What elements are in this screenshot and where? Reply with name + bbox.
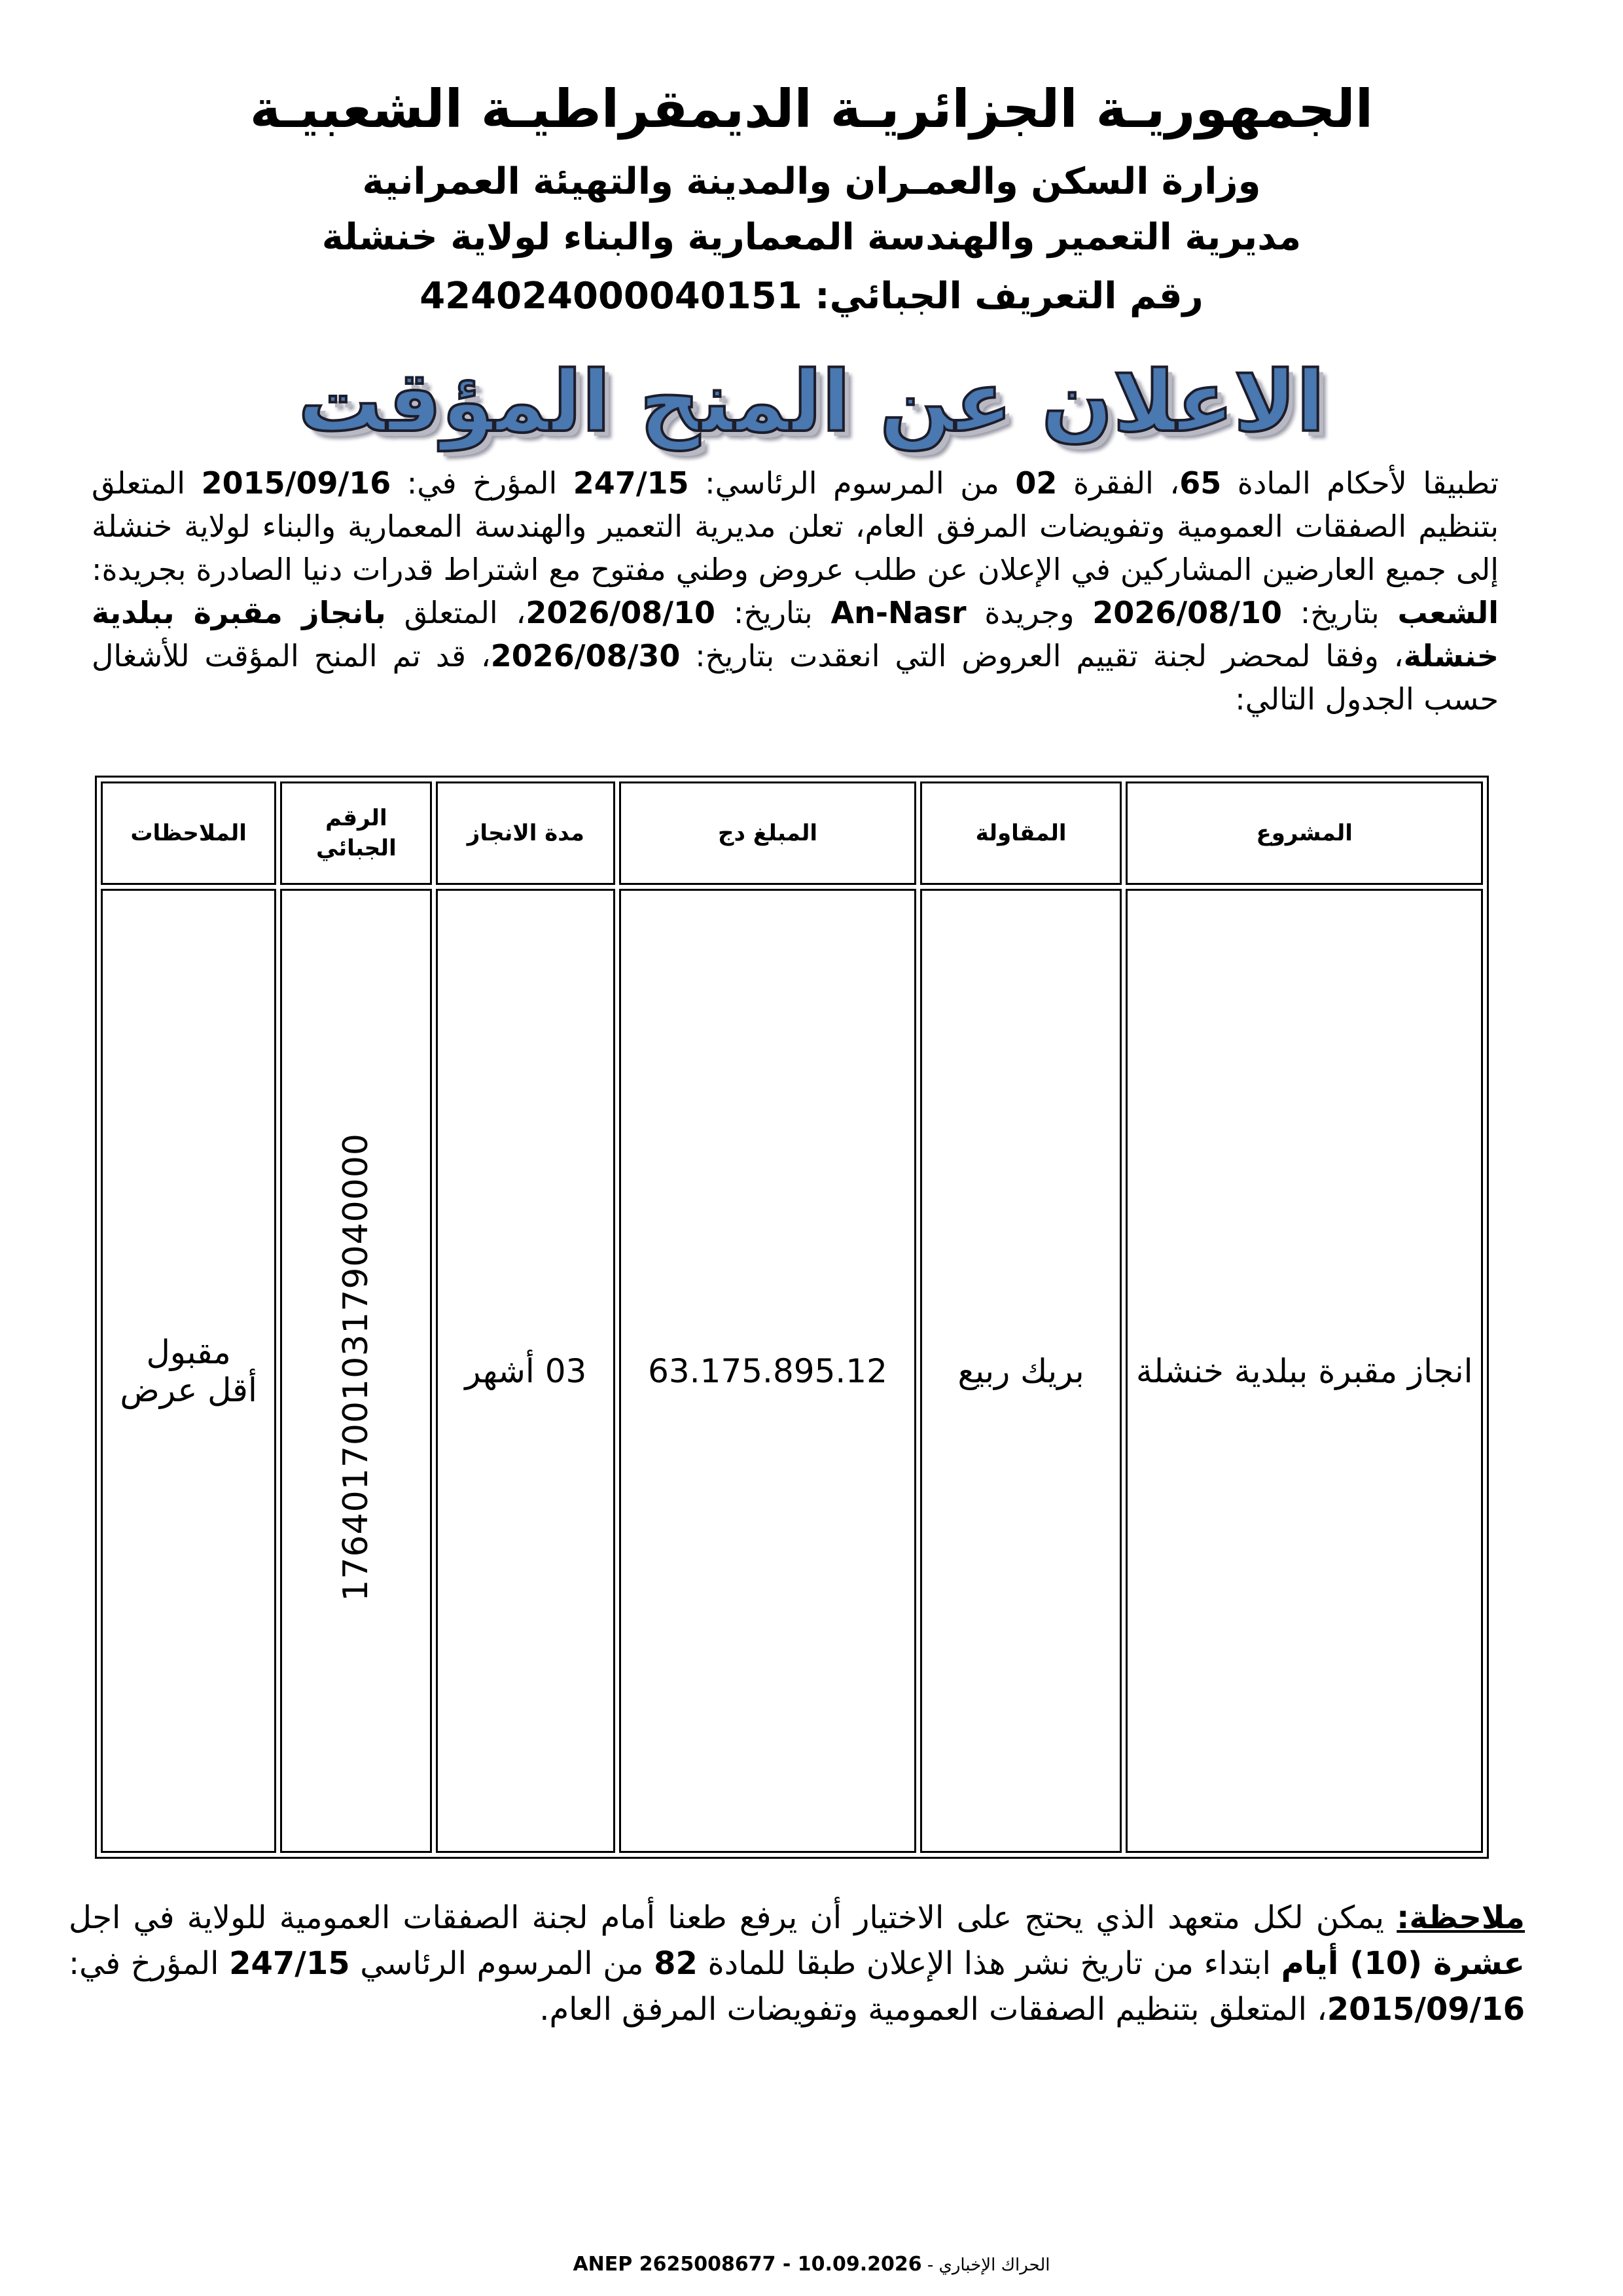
cell-contractor: بريك ربيع: [920, 889, 1122, 1853]
note-text: يمكن لكل متعهد الذي يحتج على الاختيار أن يرفع طعنا أمام لجنة الصفقات العمومية للولاية في اجل: [69, 1899, 1397, 1936]
header-remarks: الملاحظات: [101, 781, 276, 885]
note-text: ، المتعلق بتنظيم الصفقات العمومية وتفويضات المرفق العام.: [539, 1991, 1327, 2028]
newspaper-2: An-Nasr: [830, 595, 967, 630]
note-label: ملاحظة:: [1397, 1899, 1525, 1936]
cell-project: انجاز مقبرة ببلدية خنشلة: [1126, 889, 1483, 1853]
cell-amount: 63.175.895.12: [619, 889, 916, 1853]
intro-text: ، وفقا لمحضر لجنة تقييم العروض التي انعقدت بتاريخ:: [680, 638, 1404, 673]
cell-duration: 03 أشهر: [436, 889, 615, 1853]
intro-text: وجريدة: [966, 595, 1093, 630]
note-text: من المرسوم الرئاسي: [349, 1945, 654, 1982]
header-contractor: المقاولة: [920, 781, 1122, 885]
publication-date-1: 2026/08/10: [1092, 595, 1282, 630]
fiscal-id-label: رقم التعريف الجبائي:: [815, 275, 1204, 317]
intro-text: ، الفقرة: [1057, 465, 1180, 501]
intro-text: المؤرخ في:: [391, 465, 573, 501]
note-decree-date: 2015/09/16: [1327, 1991, 1525, 2028]
appeal-period: عشرة (10) أيام: [1281, 1945, 1525, 1982]
newspaper-1: الشعب: [1397, 595, 1499, 630]
intro-text: بتاريخ:: [1281, 595, 1398, 630]
footer: [0, 2253, 1623, 2276]
intro-paragraph: [92, 461, 1499, 721]
remark-lowest-offer: أقل عرض: [120, 1371, 257, 1409]
intro-text: ، المتعلق: [385, 595, 526, 630]
intro-text: بتاريخ:: [715, 595, 831, 630]
decree-date: 2015/09/16: [201, 465, 391, 501]
note-text: ابتداء من تاريخ نشر هذا الإعلان طبقا للمادة: [697, 1945, 1281, 1982]
table-header-row: [101, 781, 1483, 885]
footer-source: - الحراك الإخباري: [921, 2255, 1050, 2275]
remark-accepted: مقبول: [146, 1333, 231, 1371]
fiscal-id-number: 424024000040151: [419, 275, 802, 317]
intro-text: تطبيقا لأحكام المادة: [1221, 465, 1499, 501]
cell-fiscal-id: [280, 889, 432, 1853]
publication-date-2: 2026/08/10: [526, 595, 716, 630]
award-table: [95, 776, 1489, 1859]
project-name: بانجاز مقبرة ببلدية خنشلة: [92, 595, 1499, 673]
intro-text: ، قد تم المنح المؤقت للأشغال حسب الجدول التالي:: [92, 638, 1499, 717]
table-row: [101, 889, 1483, 1853]
fiscal-id-vertical: 176401700103179040000: [336, 1132, 376, 1602]
republic-title: الجمهوريـة الجزائريـة الديمقراطيـة الشعبيـة: [249, 79, 1374, 139]
cell-remarks: [101, 889, 276, 1853]
intro-text: من المرسوم الرئاسي:: [688, 465, 1016, 501]
note-paragraph: [69, 1895, 1525, 2032]
directorate-title: مديرية التعمير والهندسة المعمارية والبناء لولاية خنشلة: [321, 216, 1302, 259]
note-decree: 247/15: [229, 1945, 350, 1982]
note-text: المؤرخ في:: [69, 1945, 230, 1982]
header-amount: المبلغ دج: [619, 781, 916, 885]
footer-code: ANEP 2625008677 - 10.09.2026: [573, 2253, 922, 2276]
header-project: المشروع: [1126, 781, 1483, 885]
decree-number: 247/15: [573, 465, 689, 501]
evaluation-date: 2026/08/30: [490, 638, 681, 673]
paragraph-number: 02: [1015, 465, 1058, 501]
announcement-banner: الاعلان عن المنح المؤقت: [298, 353, 1325, 451]
fiscal-id-line: [0, 275, 1623, 317]
intro-text: المتعلق بتنظيم الصفقات العمومية وتفويضات المرفق العام، تعلن مديرية التعمير والهندسة المعمارية والبناء لولاية خنشلة إلى جميع العارضين المشاركين في الإعلان عن طلب عروض وطني مفتوح مع اشتراط قدرات دنيا الصادرة بجريدة:: [92, 465, 1499, 587]
ministry-title: وزارة السكن والعمـران والمدينة والتهيئة العمرانية: [362, 160, 1261, 203]
header-duration: مدة الانجاز: [436, 781, 615, 885]
article-number: 65: [1179, 465, 1222, 501]
note-article: 82: [654, 1945, 698, 1982]
header-fiscal-id: الرقم الجبائي: [280, 781, 432, 885]
